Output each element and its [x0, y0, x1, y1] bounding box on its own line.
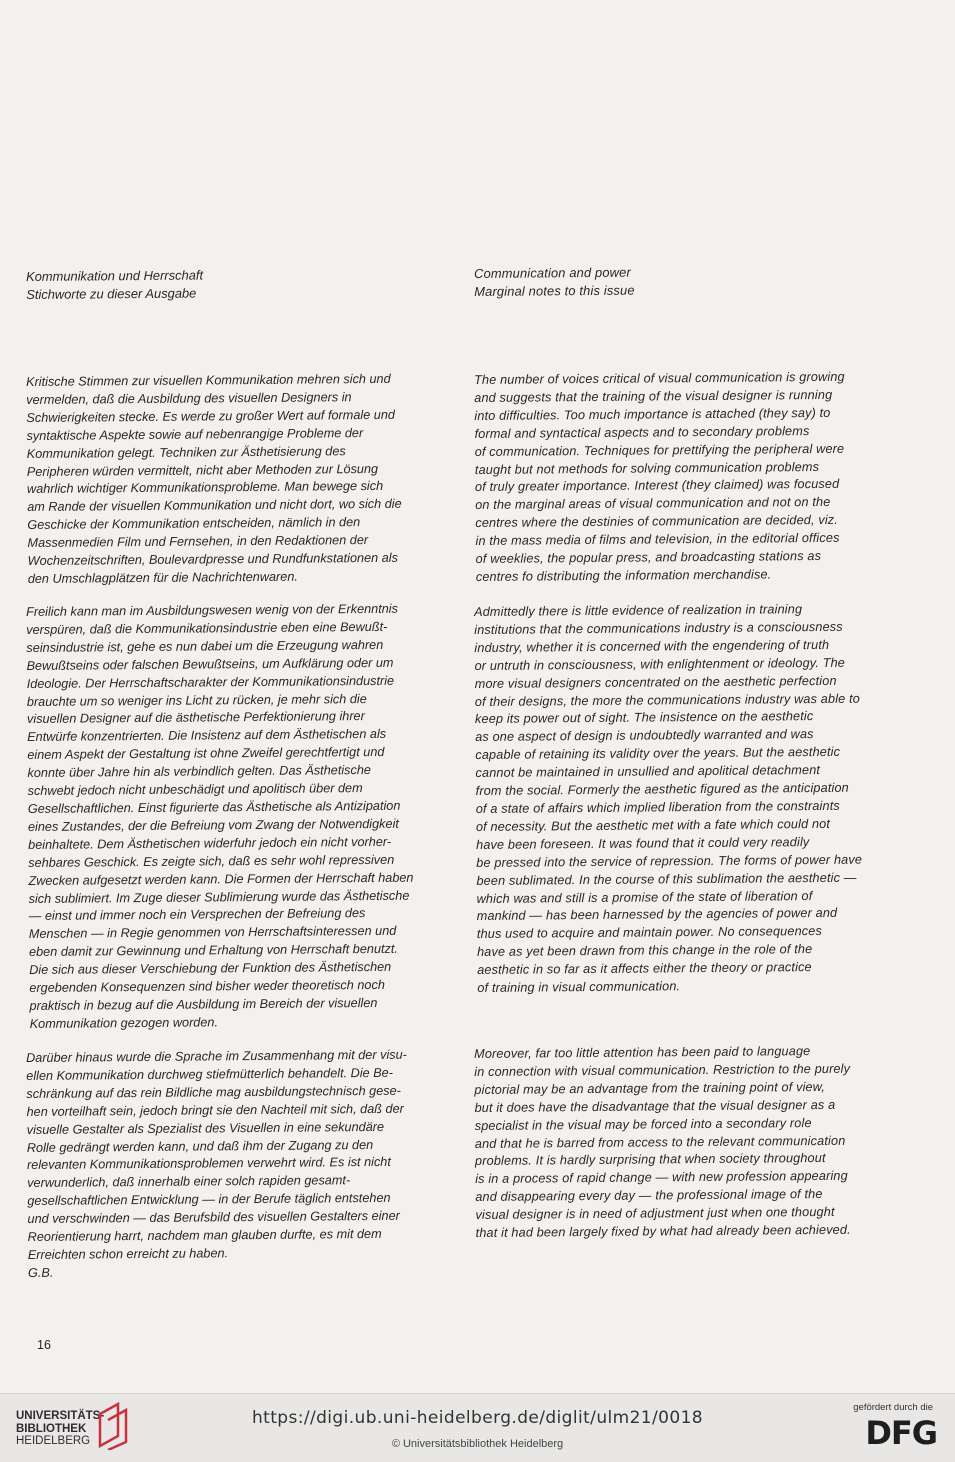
german-subtitle: Stichworte zu dieser Ausgabe — [26, 285, 197, 303]
german-paragraph-2: Freilich kann man im Ausbildungswesen wenig von der Erkenntnis verspüren, daß die Kommunikationsindustrie eben eine Bewußt- seinsindustrie ist, gehe es nun dabei um die Erzeugung wahren Bewußtseins oder falschen Bewußtseins, um Aufklärung oder um Ideologie. Der Herrschaftscharakter der Kommunikationsindustrie brauchte um so weniger ins Licht zu rücken, je mehr sich die visuellen Designer auf die ästhetische Perfektionierung ihrer Entwürfe konzentrierten. Die Insistenz auf dem Ästhetischen als einem Aspekt der Gestaltung ist ohne Zweifel gerechtfertigt und konnte über Jahre hin als verbindlich gelten. Das Ästhetische schwebt jedoch nicht unbeschädigt und apolitisch über dem Gesellschaftlichen. Einst figurierte das Ästhetische als Antizipation eines Zustandes, der die Befreiung vom Zwang der Notwendigkeit beinhaltete. Dem Ästhetischen widerfuhr jedoch ein nicht vorher- sehbares Geschick. Es zeigte sich, daß es sehr wohl repressiven Zwecken aufgesetzt werden kann. Die Formen der Herrschaft haben sich sublimiert. Im Zuge dieser Sublimierung wurde das Ästhetische — einst und immer noch ein Versprechen der Befreiung des Menschen — in Regie genommen von Herrschaftsinteressen und eben damit zur Gewinnung und Erhaltung von Herrschaft benutzt. Die sich aus dieser Verschiebung der Funktion des Ästhetischen ergebenden Konsequenzen sind bisher weder theoretisch noch praktisch in bezug auf die Ausbildung im Bereich der visuellen Kommunikation gezogen worden. — [26, 601, 414, 1031]
funding-caption: gefördert durch die — [853, 1402, 933, 1413]
german-paragraph-3: Darüber hinaus wurde die Sprache im Zusammenhang mit der visu- ellen Kommunikation durchweg stiefmütterlich behandelt. Die Be- schränkung auf das rein Bildliche mag ausbildungstechnisch gese- hen vorteilhaft sein, jedoch bringt sie den Nachteil mit sich, daß der visuelle Gestalter als Spezialist des Visuellen in eine sekundäre Rolle gedrängt werden kann, und daß ihm der Zugang zu den relevanten Kommunikationsproblemen verwehrt wird. Es ist nicht verwunderlich, daß innerhalb einer solch rapiden gesamt- gesellschaftlichen Entwicklung — in der Berufe täglich entstehen und verschwinden — das Berufsbild des visuellen Gestalters einer Reorientierung harrt, nachdem man glauben durfte, es mit dem Erreichten schon erreicht zu haben. G.B. — [26, 1046, 458, 1283]
library-logo-text[interactable]: UNIVERSITÄTS- BIBLIOTHEK HEIDELBERG — [16, 1410, 105, 1447]
german-paragraph-1: Kritische Stimmen zur visuellen Kommunikation mehren sich und vermelden, daß die Ausbildung des visuellen Designers in Schwierigkeiten stecke. Es werde zu großer Wert auf formale und syntaktische Aspekte sowie auf nebenrangige Probleme der Kommunikation gelegt. Techniken zur Ästhetisierung des Peripheren würden vermittelt, nicht aber Methoden zur Lösung wahrlich wichtiger Kommunikationsprobleme. Man bewege sich am Rande der visuellen Kommunikation und nicht dort, wo sich die Geschicke der Kommunikation entscheiden, nämlich in den Massenmedien Film und Fernsehen, in den Redaktionen der Wochenzeitschriften, Boulevardpresse und Rundfunkstationen als den Umschlagplätzen für die Nachrichtenwaren. — [26, 371, 402, 586]
permalink-url[interactable]: https://digi.ub.uni-heidelberg.de/diglit/ulm21/0018 — [251, 1408, 703, 1428]
german-heading — [26, 264, 456, 305]
signature: G.B. — [27, 1265, 54, 1280]
english-paragraph-3: Moreover, far too little attention has been paid to language in connection with visual communication. Restriction to the purely pictorial may be an advantage from the training point of view, but it does have the disadvantage that the visual designer as a specialist in the visual may be forced into a secondary role and that he is barred from access to the relevant communication problems. It is hardly surprising that when society throughout is in a process of rapid change — with new profession appearing and disappearing every day — the professional image of the visual designer is in need of adjustment just when one thought that it had been largely fixed by what had already been achieved. — [474, 1044, 851, 1241]
german-title: Kommunikation und Herrschaft — [26, 267, 204, 284]
copyright-notice: © Universitätsbibliothek Heidelberg — [391, 1438, 564, 1450]
dfg-logo[interactable]: DFG — [865, 1414, 937, 1452]
english-paragraph-1: The number of voices critical of visual communication is growing and suggests that the training of the visual designer is running into difficulties. Too much importance is attached (they say) to formal and syntactical aspects and to secondary problems of communication. Techniques for prettifying the peripheral were taught but not methods for solving communication problems of truly greater importance. Interest (they claimed) was focused on the marginal areas of visual communication and not on the centres where the destinies of communication are decided, viz. in the mass media of films and television, in the editorial offices of weeklies, the popular press, and broadcasting stations as centres fo distributing the information merchandise. — [474, 369, 845, 584]
page-number: 16 — [37, 1338, 51, 1352]
english-paragraph-2: Admittedly there is little evidence of realization in training institutions that the communications industry is a consciousness industry, whether it is concerned with the engendering of truth or untruth in consciousness, with enlightenment or ideology. The more visual designers concentrated on the aesthetic perfection of their designs, the more the communications industry was able to keep its power out of sight. The insistence on the aesthetic as one aspect of design is undoubtedly warranted and was capable of retaining its validity over the years. But the aesthetic cannot be maintained in unsullied and apolitical detachment from the social. Formerly the aesthetic figured as the anticipation of a state of affairs which implied liberation from the constraints of necessity. But the aesthetic met with a fate which could not have been foreseen. It was found that it could very readily be pressed into the service of repression. The forms of power have been sublimated. In the course of this sublimation the aesthetic — which was and still is a promise of the state of liberation of mankind — has been harnessed by the agencies of power and thus used to acquire and maintain power. No consequences have as yet been drawn from this change in the role of the aesthetic in so far as it affects either the theory or practice of training in visual communication. — [474, 602, 863, 996]
viewer-footer — [0, 1393, 955, 1462]
english-subtitle: Marginal notes to this issue — [474, 283, 635, 300]
english-title: Communication and power — [474, 264, 631, 281]
english-heading — [474, 261, 914, 302]
